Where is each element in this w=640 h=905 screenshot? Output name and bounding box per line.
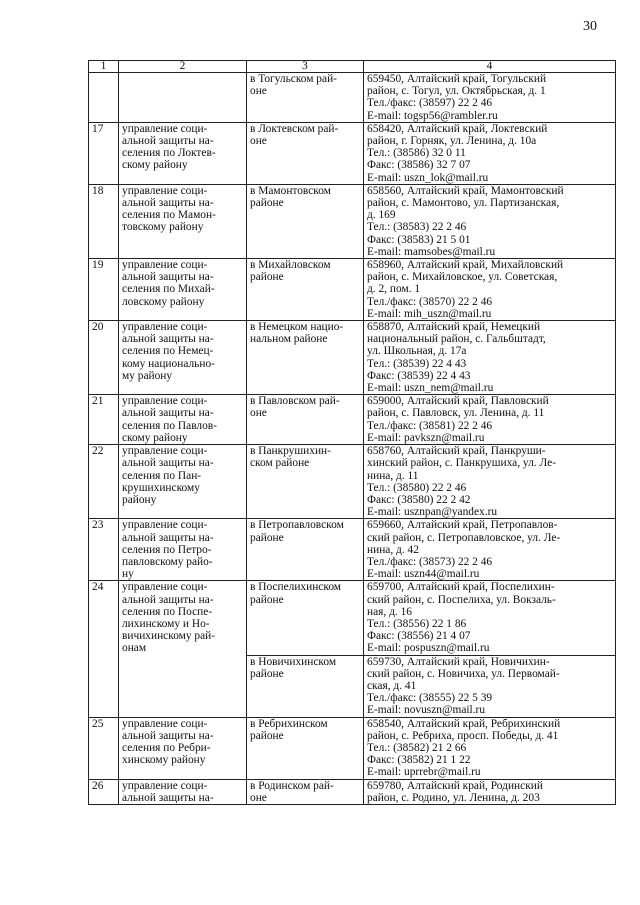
agency-name-line: вичихинскому рай- (122, 630, 216, 643)
district-cell-line: в Локтевском рай- (250, 122, 339, 135)
address-cell-line: 658560, Алтайский край, Мамонтовский (367, 184, 564, 197)
district-cell (247, 445, 364, 519)
district-cell-line: районе (250, 271, 284, 284)
row-number (89, 73, 119, 123)
address-cell-line: ский район, с. Петропавловское, ул. Ле- (367, 531, 561, 544)
table-row (89, 581, 616, 655)
address-cell-line: 658540, Алтайский край, Ребрихинский (367, 717, 561, 730)
table-header-row (89, 61, 616, 73)
address-cell-line: 659730, Алтайский край, Новичихин- (367, 655, 550, 668)
district-cell (247, 259, 364, 321)
agency-name (119, 717, 247, 779)
address-cell-line: 659660, Алтайский край, Петропавлов- (367, 519, 558, 532)
address-cell-line: E-mail: togsp56@rambler.ru (367, 109, 498, 122)
address-cell-line: район, с. Михайловское, ул. Советская, (367, 271, 558, 284)
address-cell (364, 395, 616, 445)
address-cell-line: ский район, с. Новичиха, ул. Первомай- (367, 667, 560, 680)
address-cell-line: E-mail: uszn44@mail.ru (367, 568, 480, 581)
agency-name-line: ловскому району (122, 295, 205, 308)
address-cell-line: E-mail: novuszn@mail.ru (367, 704, 486, 717)
district-cell-line: в Ребрихинском (250, 717, 328, 730)
address-cell-line: район, с. Павловск, ул. Ленина, д. 11 (367, 407, 545, 420)
row-number: 21 (89, 395, 119, 445)
agency-name-line: селения по Петро- (122, 543, 212, 556)
row-number: 25 (89, 717, 119, 779)
address-cell (364, 73, 616, 123)
agency-name-line: управление соци- (122, 122, 208, 135)
row-number: 26 (89, 779, 119, 804)
district-cell-line: в Поспелихинском (250, 581, 342, 594)
table-row (89, 779, 616, 804)
address-cell-line: ная, д. 16 (367, 605, 412, 618)
agency-name-line: альной защиты на- (122, 729, 214, 742)
agency-name-line: управление соци- (122, 184, 208, 197)
address-cell-line: Факс: (38539) 22 4 43 (367, 369, 471, 382)
row-number: 17 (89, 122, 119, 184)
address-cell (364, 519, 616, 581)
district-cell-line: в Немецком нацио- (250, 321, 344, 334)
agency-name-line: селения по Михай- (122, 283, 215, 296)
table-row (89, 321, 616, 395)
social-protection-table (88, 60, 616, 805)
district-cell-line: районе (250, 729, 284, 742)
address-cell (364, 717, 616, 779)
address-cell-line: д. 2, пом. 1 (367, 283, 421, 296)
agency-name-line: альной защиты на- (122, 197, 214, 210)
agency-name-line: альной защиты на- (122, 407, 214, 420)
address-cell-line: Тел./факс: (38555) 22 5 39 (367, 692, 493, 705)
agency-name-line: управление соци- (122, 717, 208, 730)
address-cell-line: Тел./факс: (38581) 22 2 46 (367, 419, 493, 432)
address-cell-line: Тел./факс: (38570) 22 2 46 (367, 295, 493, 308)
district-cell-line: оне (250, 135, 267, 148)
agency-name-line: управление соци- (122, 581, 208, 594)
district-cell-line: в Родинском рай- (250, 779, 334, 792)
address-cell (364, 779, 616, 804)
agency-name (119, 259, 247, 321)
table-row (89, 184, 616, 258)
row-number: 20 (89, 321, 119, 395)
agency-name-line: скому району (122, 431, 188, 444)
agency-name-line: селения по Локтев- (122, 147, 216, 160)
address-cell (364, 655, 616, 717)
address-cell-line: E-mail: mih_uszn@mail.ru (367, 307, 492, 320)
district-cell-line: районе (250, 531, 284, 544)
address-cell-line: район, с. Ребриха, просп. Победы, д. 41 (367, 729, 559, 742)
address-cell-line: 658870, Алтайский край, Немецкий (367, 321, 541, 334)
address-cell-line: Тел.: (38580) 22 2 46 (367, 481, 467, 494)
agency-name-line: управление соци- (122, 321, 208, 334)
table-row (89, 395, 616, 445)
address-cell (364, 321, 616, 395)
address-cell-line: 659780, Алтайский край, Родинский (367, 779, 543, 792)
district-cell-line: ском районе (250, 457, 310, 470)
agency-name-line: альной защиты на- (122, 531, 214, 544)
column-header: 4 (364, 61, 616, 73)
address-cell-line: нина, д. 11 (367, 469, 419, 482)
district-cell-line: в Михайловском (250, 259, 331, 272)
address-cell (364, 122, 616, 184)
agency-name-line: хинскому району (122, 754, 206, 767)
address-cell-line: Факс: (38586) 32 7 07 (367, 159, 471, 172)
address-cell-line: E-mail: pospuszn@mail.ru (367, 642, 490, 655)
district-cell (247, 655, 364, 717)
agency-name-line: селения по Пан- (122, 469, 202, 482)
address-cell-line: Тел.: (38539) 22 4 43 (367, 357, 467, 370)
district-cell (247, 321, 364, 395)
agency-name-line: управление соци- (122, 779, 208, 792)
address-cell (364, 259, 616, 321)
district-cell-line: в Павловском рай- (250, 395, 340, 408)
agency-name-line: управление соци- (122, 519, 208, 532)
agency-name-line: селения по Поспе- (122, 605, 213, 618)
agency-name-line: скому району (122, 159, 188, 172)
address-cell-line: 658760, Алтайский край, Панкруши- (367, 445, 546, 458)
district-cell-line: в Мамонтовском (250, 184, 331, 197)
district-cell-line: в Панкрушихин- (250, 445, 331, 458)
district-cell-line: оне (250, 791, 267, 804)
district-cell (247, 73, 364, 123)
district-cell-line: нальном районе (250, 333, 328, 346)
address-cell-line: 659450, Алтайский край, Тогульский (367, 73, 547, 85)
agency-name (119, 73, 247, 123)
agency-name-line: альной защиты на- (122, 457, 214, 470)
table-row (89, 717, 616, 779)
address-cell-line: 658420, Алтайский край, Локтевский (367, 122, 548, 135)
address-cell-line: Тел.: (38586) 32 0 11 (367, 147, 466, 160)
agency-name (119, 395, 247, 445)
address-cell-line: Тел./факс: (38597) 22 2 46 (367, 97, 493, 110)
agency-name (119, 321, 247, 395)
agency-name-line: ну (122, 568, 134, 581)
address-cell-line: Факс: (38556) 21 4 07 (367, 630, 471, 643)
address-cell-line: Тел./факс: (38573) 22 2 46 (367, 555, 493, 568)
agency-name (119, 122, 247, 184)
agency-name-line: управление соци- (122, 395, 208, 408)
column-header: 3 (247, 61, 364, 73)
district-cell-line: районе (250, 667, 284, 680)
agency-name-line: крушихинскому (122, 481, 200, 494)
table-row (89, 519, 616, 581)
table-row (89, 445, 616, 519)
agency-name-line: управление соци- (122, 259, 208, 272)
address-cell-line: нина, д. 42 (367, 543, 419, 556)
column-header: 1 (89, 61, 119, 73)
agency-name-line: селения по Павлов- (122, 419, 217, 432)
agency-name-line: району (122, 493, 157, 506)
district-cell-line: в Петропавловском (250, 519, 344, 532)
address-cell-line: E-mail: usznpan@yandex.ru (367, 506, 498, 519)
address-cell-line: Тел.: (38556) 22 1 86 (367, 617, 467, 630)
district-cell (247, 395, 364, 445)
agency-name-line: альной защиты на- (122, 333, 214, 346)
address-cell (364, 445, 616, 519)
address-cell-line: ская, д. 41 (367, 679, 417, 692)
address-cell-line: хинский район, с. Панкрушиха, ул. Ле- (367, 457, 556, 470)
address-cell-line: 659700, Алтайский край, Поспелихин- (367, 581, 555, 594)
address-cell-line: район, с. Родино, ул. Ленина, д. 203 (367, 791, 540, 804)
address-cell-line: Тел.: (38583) 22 2 46 (367, 221, 467, 234)
agency-name-line: му району (122, 369, 173, 382)
agency-name-line: альной защиты на- (122, 271, 214, 284)
agency-name (119, 519, 247, 581)
table-row (89, 73, 616, 123)
agency-name-line: селения по Ребри- (122, 741, 211, 754)
district-cell (247, 717, 364, 779)
agency-name-line: управление соци- (122, 445, 208, 458)
row-number: 23 (89, 519, 119, 581)
table-row (89, 259, 616, 321)
agency-name-line: онам (122, 642, 147, 655)
district-cell-line: оне (250, 85, 267, 98)
agency-name-line: павловскому райо- (122, 555, 213, 568)
district-cell-line: районе (250, 593, 284, 606)
address-cell-line: д. 169 (367, 209, 396, 222)
address-cell-line: ский район, с. Поспелиха, ул. Вокзаль- (367, 593, 556, 606)
address-cell-line: E-mail: uszn_nem@mail.ru (367, 382, 494, 395)
address-cell (364, 581, 616, 655)
district-cell-line: районе (250, 197, 284, 210)
agency-name (119, 581, 247, 717)
column-header: 2 (119, 61, 247, 73)
district-cell-line: оне (250, 407, 267, 420)
district-cell (247, 184, 364, 258)
address-cell-line: район, с. Тогул, ул. Октябрьская, д. 1 (367, 85, 546, 98)
address-cell-line: 658960, Алтайский край, Михайловский (367, 259, 564, 272)
agency-name-line: кому национально- (122, 357, 215, 370)
agency-name (119, 445, 247, 519)
address-cell (364, 184, 616, 258)
address-cell-line: Тел.: (38582) 21 2 66 (367, 741, 467, 754)
address-cell-line: район, с. Мамонтово, ул. Партизанская, (367, 197, 560, 210)
page-number: 30 (583, 19, 597, 34)
district-cell-line: в Новичихинском (250, 655, 337, 668)
district-cell (247, 779, 364, 804)
address-cell-line: E-mail: mamsobes@mail.ru (367, 245, 496, 258)
address-cell-line: Факс: (38583) 21 5 01 (367, 233, 471, 246)
agency-name-line: альной защиты на- (122, 593, 214, 606)
table-row (89, 122, 616, 184)
agency-name-line: селения по Мамон- (122, 209, 216, 222)
district-cell (247, 122, 364, 184)
address-cell-line: Факс: (38580) 22 2 42 (367, 493, 471, 506)
address-cell-line: Факс: (38582) 21 1 22 (367, 754, 471, 767)
row-number: 22 (89, 445, 119, 519)
row-number: 24 (89, 581, 119, 717)
address-cell-line: ул. Школьная, д. 17а (367, 345, 467, 358)
district-cell (247, 581, 364, 655)
address-cell-line: E-mail: uprrebr@mail.ru (367, 766, 481, 779)
agency-name-line: товскому району (122, 221, 204, 234)
agency-name-line: лихинскому и Но- (122, 617, 210, 630)
agency-name (119, 779, 247, 804)
row-number: 18 (89, 184, 119, 258)
address-cell-line: 659000, Алтайский край, Павловский (367, 395, 549, 408)
address-cell-line: E-mail: uszn_lok@mail.ru (367, 171, 489, 184)
district-cell-line: в Тогульском рай- (250, 73, 337, 85)
agency-name-line: селения по Немец- (122, 345, 214, 358)
table-body (89, 73, 616, 805)
address-cell-line: национальный район, с. Гальбштадт, (367, 333, 546, 346)
agency-name (119, 184, 247, 258)
agency-name-line: альной защиты на- (122, 135, 214, 148)
district-cell (247, 519, 364, 581)
agency-name-line: альной защиты на- (122, 791, 214, 804)
address-cell-line: E-mail: pavkszn@mail.ru (367, 431, 485, 444)
row-number: 19 (89, 259, 119, 321)
address-cell-line: район, г. Горняк, ул. Ленина, д. 10а (367, 135, 537, 148)
